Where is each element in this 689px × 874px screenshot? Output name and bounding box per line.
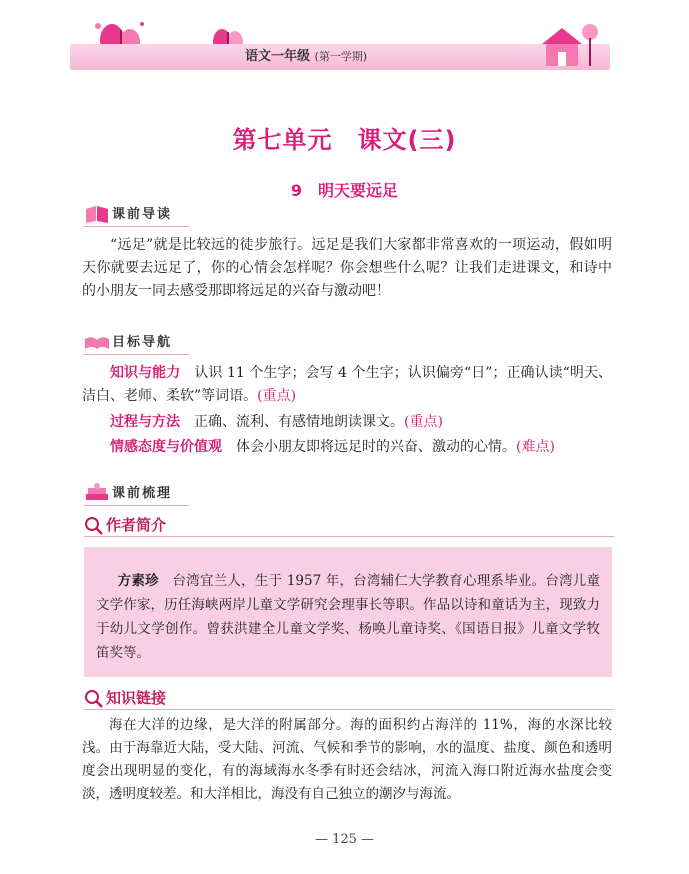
difficulty-tag: (难点) xyxy=(516,439,555,455)
goal-process-label: 过程与方法 xyxy=(110,414,180,430)
section-review-heading: 课前梳理 xyxy=(112,484,172,504)
magnifier-icon xyxy=(84,689,104,709)
section-divider xyxy=(84,354,189,355)
goal-process: 过程与方法 正确、流利、有感情地朗读课文。(重点) xyxy=(110,414,443,430)
preview-text: “远足”就是比较远的徒步旅行。远足是我们大家都非常喜欢的一项运动，假如明天你就要去远足了，你的心情会怎样呢？你会想些什么呢？让我们走进课文，和诗中的小朋友一同去感受那即将远足的兴奋与激动吧！ xyxy=(82,237,612,299)
page-number: — 125 — xyxy=(314,832,375,847)
book-icon xyxy=(84,203,110,225)
author-box xyxy=(84,547,612,677)
section-divider xyxy=(84,505,189,506)
author-heading: 作者简介 xyxy=(84,514,166,536)
goal-emotion-label: 情感态度与价值观 xyxy=(110,439,222,455)
goal-knowledge: 知识与能力 认识 11 个生字；会写 4 个生字；认识偏旁“日”；正确认读“明天、洁白、老师、柔软”等词语。(重点) xyxy=(82,365,613,404)
magnifier-icon xyxy=(84,516,104,536)
open-book-icon xyxy=(84,331,110,353)
section-goals-heading: 目标导航 xyxy=(112,333,172,353)
section-preview-heading: 课前导读 xyxy=(112,205,172,225)
book-stack-icon xyxy=(84,482,110,504)
knowledge-link-text: 海在大洋的边缘，是大洋的附属部分。海的面积约占海洋的 11%，海的水深比较浅。由于海靠近大陆，受大陆、河流、气候和季节的影响，水的温度、盐度、颜色和透明度会出现明显的变化，有的海域海水冬季有时还会结冰，河流入海口附近海水盐度会变淡，透明度较差。和大洋相比，海没有自己独立的潮汐与海流。 xyxy=(82,717,612,802)
page-header xyxy=(70,14,610,74)
header-title: 语文一年级 (第一学期) xyxy=(245,49,368,64)
heading-rule xyxy=(84,536,614,537)
section-divider xyxy=(84,226,189,227)
key-point-tag: (重点) xyxy=(404,414,443,430)
lesson-title: 9 明天要远足 xyxy=(290,181,399,200)
key-point-tag: (重点) xyxy=(257,388,297,404)
author-name: 方素珍 xyxy=(117,573,159,589)
author-text: 方素珍 台湾宜兰人，生于 1957 年，台湾辅仁大学教育心理系毕业。台湾儿童文学作家，历任海峡两岸儿童文学研究会理事长等职。作品以诗和童话为主，现致力于幼儿文学创作。曾获洪建全儿童文学奖、杨唤儿童诗奖、《国语日报》儿童文学牧笛奖等。 xyxy=(96,573,601,661)
unit-title: 第七单元 课文(三) xyxy=(232,126,457,154)
goal-emotion: 情感态度与价值观 体会小朋友即将远足时的兴奋、激动的心情。(难点) xyxy=(110,439,555,455)
house-decoration-icon xyxy=(532,14,602,68)
goal-knowledge-label: 知识与能力 xyxy=(110,365,181,381)
knowledge-link-heading: 知识链接 xyxy=(84,687,166,709)
heading-rule xyxy=(84,709,614,710)
